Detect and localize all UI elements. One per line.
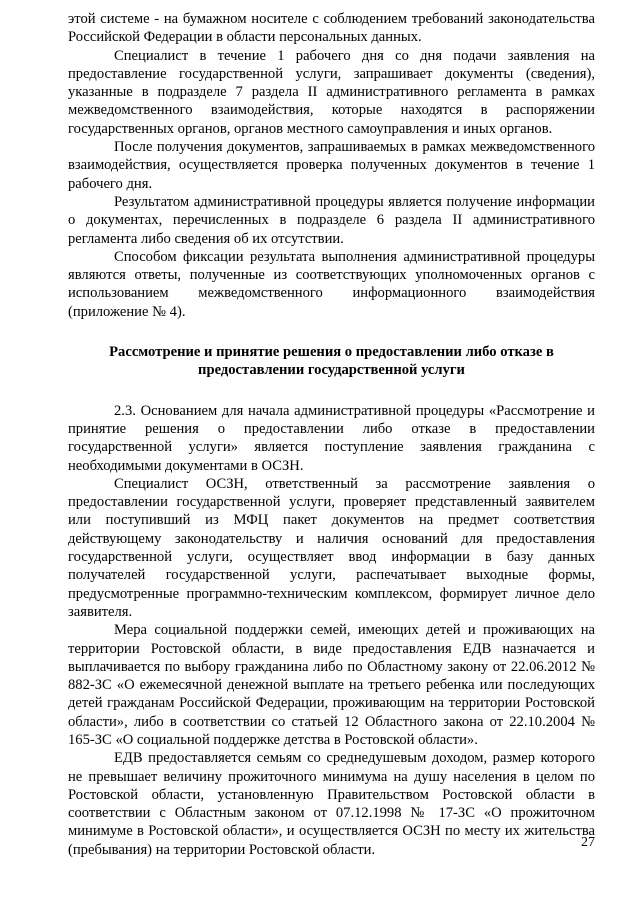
- paragraph-result: Результатом административной процедуры является получение информации о документах, перечисленных в подразделе 6 раздела II административного регламента либо сведения об их отсутствии.: [68, 193, 595, 247]
- section-heading: Рассмотрение и принятие решения о предоставлении либо отказе в предоставлении государственной услуги: [109, 344, 554, 379]
- paragraph-verification: После получения документов, запрашиваемых в рамках межведомственного взаимодействия, осуществляется проверка полученных документов в течение 1 рабочего дня.: [68, 139, 595, 192]
- paragraph-2-3-basis: 2.3. Основанием для начала административной процедуры «Рассмотрение и принятие решения о предоставлении либо отказе в предоставлении государственной услуги» является поступление заявления гражданина с необходимыми документами в ОСЗН.: [68, 402, 595, 474]
- paragraph-social-support: Мера социальной поддержки семей, имеющих детей и проживающих на территории Ростовской области, в виде предоставления ЕДВ назначается и выплачивается по выбору гражданина либо по Областному закону от 22.06.2012 № 882-ЗС «О ежемесячной денежной выплате на третьего ребенка или последующих детей гражданам Российской Федерации, проживающим на территории Ростовской области», либо в соответствии со статьей 12 Областного закона от 22.10.2004 № 165-ЗС «О социальной поддержке детства в Ростовской области».: [68, 622, 595, 748]
- paragraph-request-documents: Специалист в течение 1 рабочего дня со дня подачи заявления на предоставление государственной услуги, запрашивает документы (сведения), указанные в подразделе 7 раздела II административного регламента в рамках межведомственного взаимодействия, которые находятся в распоряжении государственных органов, органов местного самоуправления и иных органов.: [68, 47, 595, 137]
- document-page: [68, 10, 595, 859]
- paragraph-continuation: этой системе - на бумажном носителе с соблюдением требований законодательства Российской Федерации в области персональных данных.: [68, 11, 595, 46]
- paragraph-specialist-oszn: Специалист ОСЗН, ответственный за рассмотрение заявления о предоставлении государственной услуги, проверяет представленный заявителем или поступивший из МФЦ пакет документов на предмет соответствия действующему законодательству и наличия оснований для предоставления государственной услуги, осуществляет ввод информации в базу данных получателей государственной услуги, распечатывает выходные формы, предусмотренные программно-техническим комплексом, формирует личное дело заявителя.: [68, 475, 595, 620]
- paragraph-edv-provision: ЕДВ предоставляется семьям со среднедушевым доходом, размер которого не превышает величину прожиточного минимума на душу населения в целом по Ростовской области, установленную Правительством Ростовской области в соответствии с Областным законом от 07.12.1998 № 17-ЗС «О прожиточном минимуме в Ростовской области», и осуществляется ОСЗН по месту их жительства (пребывания) на территории Ростовской области.: [68, 750, 595, 858]
- page-number: 27: [581, 835, 595, 850]
- paragraph-fixation: Способом фиксации результата выполнения административной процедуры являются ответы, полученные из соответствующих уполномоченных органов с использованием межведомственного информационного взаимодействия (приложение № 4).: [68, 248, 595, 320]
